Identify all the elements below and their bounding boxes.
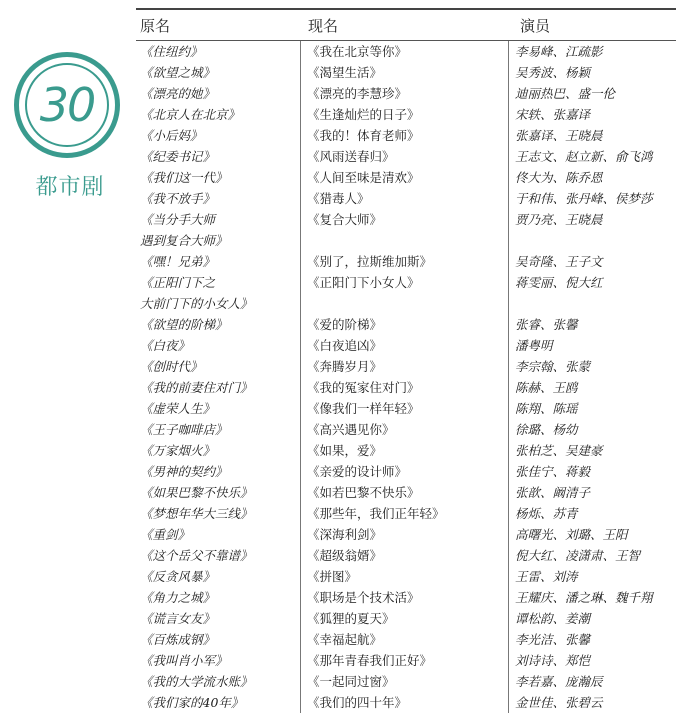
cell-actors: 张佳宁、蒋毅 xyxy=(508,461,676,482)
table-row xyxy=(136,482,676,503)
table-row xyxy=(136,230,676,251)
cell-current: 《猎毒人》 xyxy=(300,188,508,209)
cell-original: 《我叫肖小军》 xyxy=(140,653,228,668)
cell-current: 《漂亮的李慧珍》 xyxy=(300,83,508,104)
title-change-table xyxy=(136,8,676,713)
cell-actors: 金世佳、张碧云 xyxy=(508,692,676,713)
cell-current: 《渴望生活》 xyxy=(300,62,508,83)
cell-actors xyxy=(508,230,676,251)
table-row xyxy=(136,314,676,335)
table-row xyxy=(136,440,676,461)
cell-original: 《我不放手》 xyxy=(140,191,216,206)
cell-actors: 李光洁、张馨 xyxy=(508,629,676,650)
cell-current: 《像我们一样年轻》 xyxy=(300,398,508,419)
cell-actors: 迪丽热巴、盛一伦 xyxy=(508,83,676,104)
cell-actors: 徐璐、杨幼 xyxy=(508,419,676,440)
cell-original: 《白夜》 xyxy=(140,338,191,353)
cell-current: 《风雨送春归》 xyxy=(300,146,508,167)
table-row xyxy=(136,209,676,230)
cell-original: 《这个岳父不靠谱》 xyxy=(140,548,253,563)
cell-original: 《小后妈》 xyxy=(140,128,203,143)
cell-current: 《正阳门下小女人》 xyxy=(300,272,508,293)
cell-original: 《男神的契约》 xyxy=(140,464,228,479)
cell-original: 《北京人在北京》 xyxy=(140,107,241,122)
cell-actors: 吴奇隆、王子文 xyxy=(508,251,676,272)
table-row xyxy=(136,650,676,671)
table-row xyxy=(136,587,676,608)
table-row xyxy=(136,566,676,587)
table-row xyxy=(136,167,676,188)
cell-original: 《我的前妻住对门》 xyxy=(140,380,253,395)
cell-original: 《王子咖啡店》 xyxy=(140,422,228,437)
cell-original: 《万家烟火》 xyxy=(140,443,216,458)
cell-current: 《我的！体育老师》 xyxy=(300,125,508,146)
cell-actors: 陈赫、王鸥 xyxy=(508,377,676,398)
table-body xyxy=(136,41,676,713)
cell-actors: 张柏芝、吴建豪 xyxy=(508,440,676,461)
cell-current: 《亲爱的设计师》 xyxy=(300,461,508,482)
cell-actors: 潘粤明 xyxy=(508,335,676,356)
table-row xyxy=(136,83,676,104)
cell-current: 《狐狸的夏天》 xyxy=(300,608,508,629)
cell-current: 《深海利剑》 xyxy=(300,524,508,545)
cell-actors: 张歆、阚清子 xyxy=(508,482,676,503)
cell-original: 《如果巴黎不快乐》 xyxy=(140,485,253,500)
cell-original: 《我们这一代》 xyxy=(140,170,228,185)
cell-current: 《人间至味是清欢》 xyxy=(300,167,508,188)
table-row xyxy=(136,41,676,62)
cell-actors: 张睿、张馨 xyxy=(508,314,676,335)
cell-actors: 贾乃亮、王晓晨 xyxy=(508,209,676,230)
table-row xyxy=(136,125,676,146)
table-row xyxy=(136,503,676,524)
cell-actors: 王志文、赵立新、俞飞鸿 xyxy=(508,146,676,167)
badge-number: 30 xyxy=(39,78,95,132)
cell-actors: 吴秀波、杨颖 xyxy=(508,62,676,83)
table-row xyxy=(136,692,676,713)
cell-current: 《我在北京等你》 xyxy=(300,41,508,62)
cell-current: 《奔腾岁月》 xyxy=(300,356,508,377)
number-badge xyxy=(14,52,120,158)
table-row xyxy=(136,335,676,356)
cell-current: 《爱的阶梯》 xyxy=(300,314,508,335)
cell-original: 《当分手大师 xyxy=(140,212,216,227)
cell-actors: 陈翔、陈瑶 xyxy=(508,398,676,419)
table-row xyxy=(136,356,676,377)
cell-original: 《漂亮的她》 xyxy=(140,86,216,101)
cell-current: 《如果，爱》 xyxy=(300,440,508,461)
cell-original: 《反贪风暴》 xyxy=(140,569,216,584)
cell-original: 大前门下的小女人》 xyxy=(140,296,253,311)
cell-original: 遇到复合大师》 xyxy=(140,233,228,248)
table-row xyxy=(136,251,676,272)
table-row xyxy=(136,377,676,398)
cell-actors: 谭松韵、姜潮 xyxy=(508,608,676,629)
cell-actors: 杨烁、苏青 xyxy=(508,503,676,524)
cell-current xyxy=(300,293,508,314)
cell-actors: 宋轶、张嘉译 xyxy=(508,104,676,125)
table-row xyxy=(136,146,676,167)
cell-original: 《住纽约》 xyxy=(140,44,203,59)
cell-current: 《那年青春我们正好》 xyxy=(300,650,508,671)
cell-current: 《职场是个技术活》 xyxy=(300,587,508,608)
cell-current: 《拼图》 xyxy=(300,566,508,587)
cell-current: 《那些年，我们正年轻》 xyxy=(300,503,508,524)
cell-original: 《创时代》 xyxy=(140,359,203,374)
table-row xyxy=(136,272,676,293)
cell-current: 《我们的四十年》 xyxy=(300,692,508,713)
table-row xyxy=(136,293,676,314)
cell-actors: 蒋雯丽、倪大红 xyxy=(508,272,676,293)
table-row xyxy=(136,398,676,419)
cell-current: 《高兴遇见你》 xyxy=(300,419,508,440)
header-original: 原名 xyxy=(140,16,171,35)
table-row xyxy=(136,104,676,125)
cell-current: 《生逢灿烂的日子》 xyxy=(300,104,508,125)
cell-current: 《超级翁婿》 xyxy=(300,545,508,566)
cell-current xyxy=(300,230,508,251)
cell-actors: 李宗翰、张蒙 xyxy=(508,356,676,377)
cell-current: 《别了，拉斯维加斯》 xyxy=(300,251,508,272)
table-row xyxy=(136,671,676,692)
cell-current: 《如若巴黎不快乐》 xyxy=(300,482,508,503)
cell-actors: 李若嘉、庞瀚辰 xyxy=(508,671,676,692)
table-header xyxy=(136,8,676,41)
cell-original: 《角力之城》 xyxy=(140,590,216,605)
header-current: 现名 xyxy=(308,16,339,35)
cell-current: 《我的冤家住对门》 xyxy=(300,377,508,398)
cell-original: 《纪委书记》 xyxy=(140,149,216,164)
cell-current: 《白夜追凶》 xyxy=(300,335,508,356)
cell-current: 《一起同过窗》 xyxy=(300,671,508,692)
badge-inner-ring xyxy=(25,63,109,147)
cell-actors: 刘诗诗、郑恺 xyxy=(508,650,676,671)
cell-actors: 于和伟、张丹峰、侯梦莎 xyxy=(508,188,676,209)
cell-original: 《嘿！兄弟》 xyxy=(140,254,216,269)
cell-original: 《正阳门下之 xyxy=(140,275,216,290)
cell-actors: 王雷、刘涛 xyxy=(508,566,676,587)
cell-original: 《我的大学流水账》 xyxy=(140,674,253,689)
cell-original: 《我们家的40年》 xyxy=(140,695,244,710)
cell-actors xyxy=(508,293,676,314)
cell-original: 《梦想年华大三线》 xyxy=(140,506,253,521)
cell-original: 《重剑》 xyxy=(140,527,191,542)
cell-original: 《欲望的阶梯》 xyxy=(140,317,228,332)
cell-actors: 李易峰、江疏影 xyxy=(508,41,676,62)
cell-actors: 王耀庆、潘之琳、魏千翔 xyxy=(508,587,676,608)
table-row xyxy=(136,524,676,545)
cell-original: 《欲望之城》 xyxy=(140,65,216,80)
table-row xyxy=(136,188,676,209)
cell-original: 《百炼成钢》 xyxy=(140,632,216,647)
cell-current: 《复合大师》 xyxy=(300,209,508,230)
table-row xyxy=(136,62,676,83)
table-row xyxy=(136,608,676,629)
cell-current: 《幸福起航》 xyxy=(300,629,508,650)
cell-original: 《谎言女友》 xyxy=(140,611,216,626)
table-row xyxy=(136,419,676,440)
table-row xyxy=(136,545,676,566)
table-row xyxy=(136,461,676,482)
cell-original: 《虚荣人生》 xyxy=(140,401,216,416)
cell-actors: 佟大为、陈乔恩 xyxy=(508,167,676,188)
category-label: 都市剧 xyxy=(35,175,105,200)
header-actors: 演员 xyxy=(520,16,551,35)
cell-actors: 张嘉译、王晓晨 xyxy=(508,125,676,146)
cell-actors: 倪大红、凌潇肃、王智 xyxy=(508,545,676,566)
table-row xyxy=(136,629,676,650)
cell-actors: 高曙光、刘璐、王阳 xyxy=(508,524,676,545)
